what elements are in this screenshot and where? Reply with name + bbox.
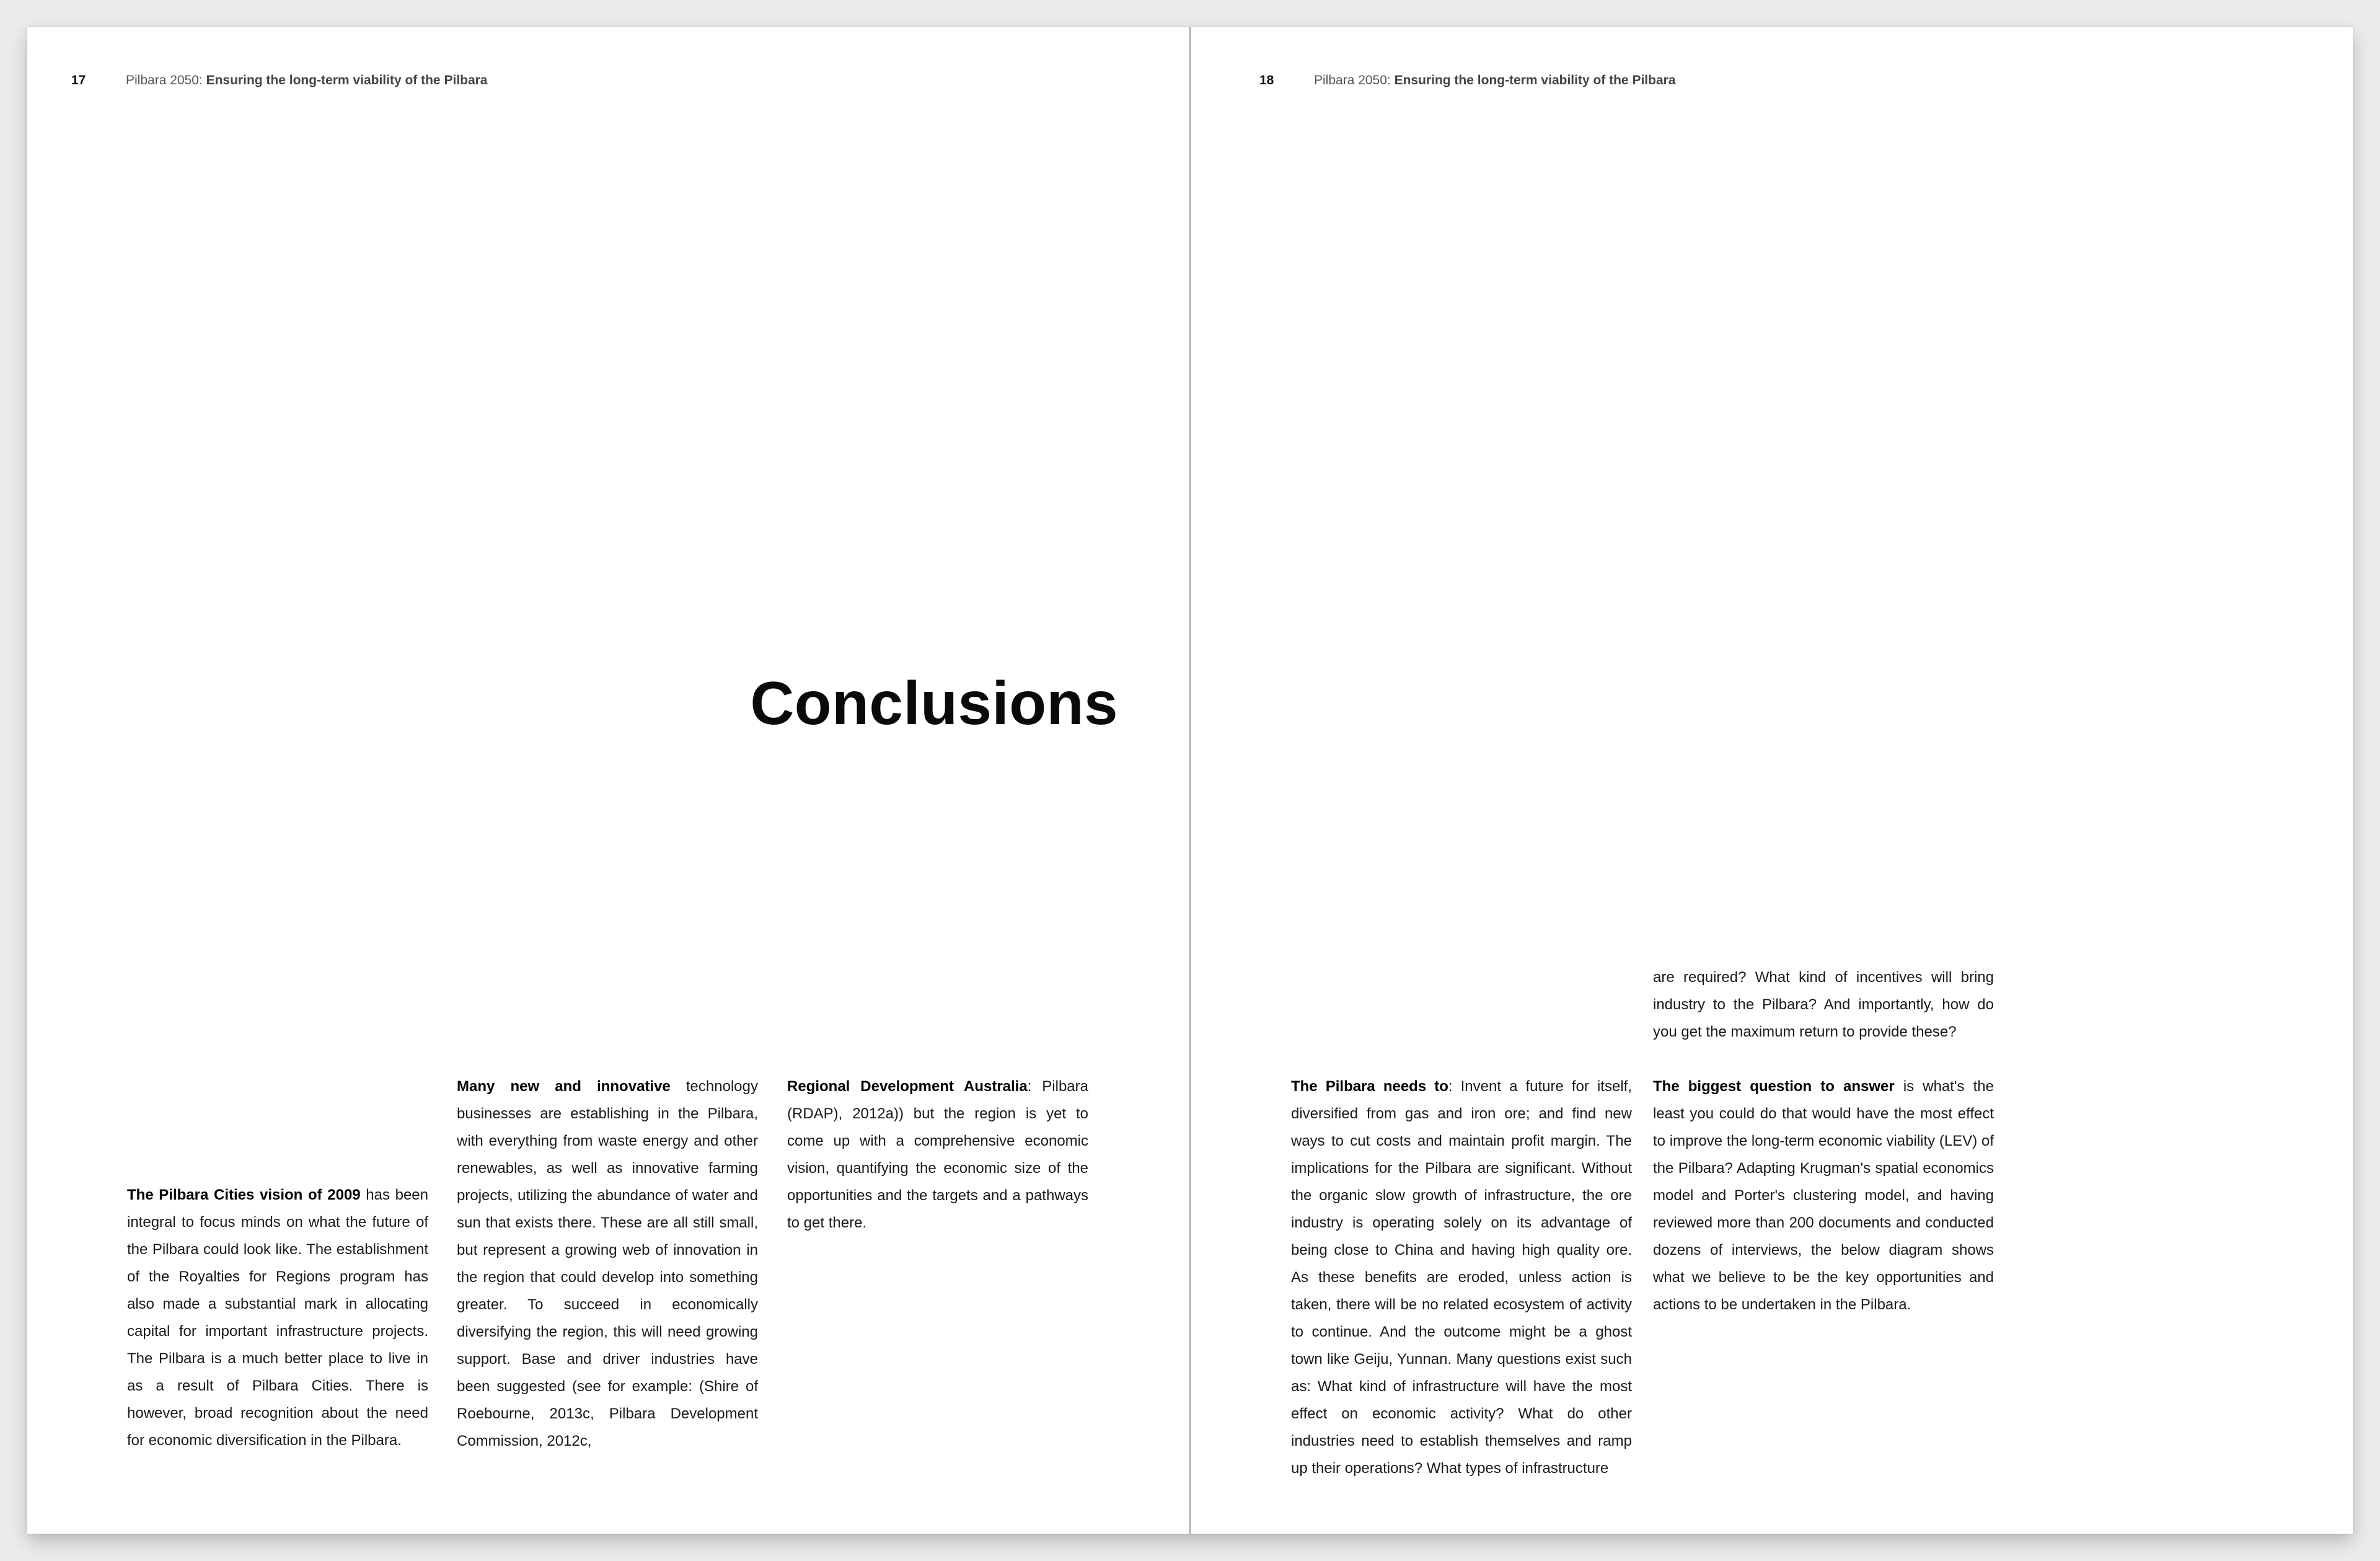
text-column-2	[1653, 964, 1994, 1319]
paragraph-body: : Pilbara (RDAP), 2012a)) but the region is yet to come up with a comprehensive economic vision, quantifying the economic size of the opportunities and the targets and a pathways to get there.	[787, 1078, 1088, 1231]
paragraph	[127, 1182, 428, 1454]
running-title-bold: Ensuring the long-term viability of the Pilbara	[1394, 73, 1676, 87]
paragraph-body: technology businesses are establishing in the Pilbara, with everything from waste energy and other renewables, as well as innovative farming projects, utilizing the abundance of water and sun that exists there. These are all still small, but represent a growing web of innovation in the region that could develop into something greater. To succeed in economically diversifying the region, this will need growing support. Base and driver industries have been suggested (see for example: (Shire of Roebourne, 2013c, Pilbara Development Commission, 2012c,	[457, 1078, 758, 1449]
continuation-paragraph: are required? What kind of incentives will bring industry to the Pilbara? And importantly, how do you get the maximum return to provide these?	[1653, 969, 1994, 1040]
running-title	[126, 73, 487, 87]
paragraph-lead: Regional Development Australia	[787, 1078, 1028, 1095]
paragraph	[457, 1073, 758, 1455]
paragraph-body: : Invent a future for itself, diversified from gas and iron ore; and find new ways to cut costs and maintain profit margin. The implications for the Pilbara are significant. Without the organic slow growth of infrastructure, the ore industry is operating solely on its advantage of being close to China and having high quality ore. As these benefits are eroded, unless action is taken, there will be no related ecosystem of activity to continue. And the outcome might be a ghost town like Geiju, Yunnan. Many questions exist such as: What kind of infrastructure will have the most effect on economic activity? What do other industries need to establish themselves and ramp up their operations? What types of infrastructure	[1291, 1078, 1632, 1477]
paragraph	[787, 1073, 1088, 1237]
running-title	[1314, 73, 1675, 87]
left-page	[27, 27, 1190, 1534]
paragraph	[1291, 1073, 1632, 1482]
magazine-spread	[27, 27, 2353, 1534]
text-column-1	[127, 1182, 428, 1454]
text-column-1	[1291, 1073, 1632, 1482]
paragraph-spacer	[1653, 1046, 1994, 1073]
page-number: 18	[1259, 73, 1274, 87]
paragraph-lead: The biggest question to answer	[1653, 1078, 1895, 1095]
paragraph	[1653, 1073, 1994, 1319]
running-header	[1259, 72, 1675, 89]
paragraph-body: is what's the least you could do that would have the most effect to improve the long-term economic viability (LEV) of the Pilbara? Adapting Krugman's spatial economics model and Porter's clustering model, and having reviewed more than 200 documents and conducted dozens of interviews, the below diagram shows what we believe to be the key opportunities and actions to be undertaken in the Pilbara.	[1653, 1078, 1994, 1313]
text-column-3	[787, 1073, 1088, 1237]
paragraph-body: has been integral to focus minds on what the future of the Pilbara could look like. The establishment of the Royalties for Regions program has also made a substantial mark in allocating capital for important infrastructure projects. The Pilbara is a much better place to live in as a result of Pilbara Cities. There is however, broad recognition about the need for economic diversification in the Pilbara.	[127, 1187, 428, 1449]
section-heading: Conclusions	[750, 669, 1118, 737]
page-number: 17	[71, 73, 86, 87]
running-title-prefix: Pilbara 2050:	[1314, 73, 1395, 87]
paragraph-lead: The Pilbara Cities vision of 2009	[127, 1187, 361, 1203]
paragraph-lead: The Pilbara needs to	[1291, 1078, 1448, 1095]
running-title-prefix: Pilbara 2050:	[126, 73, 206, 87]
paragraph-lead: Many new and innovative	[457, 1078, 671, 1095]
text-column-2	[457, 1073, 758, 1455]
running-header	[71, 72, 487, 89]
page-gutter	[1189, 27, 1191, 1534]
running-title-bold: Ensuring the long-term viability of the Pilbara	[206, 73, 488, 87]
right-page	[1190, 27, 2353, 1534]
